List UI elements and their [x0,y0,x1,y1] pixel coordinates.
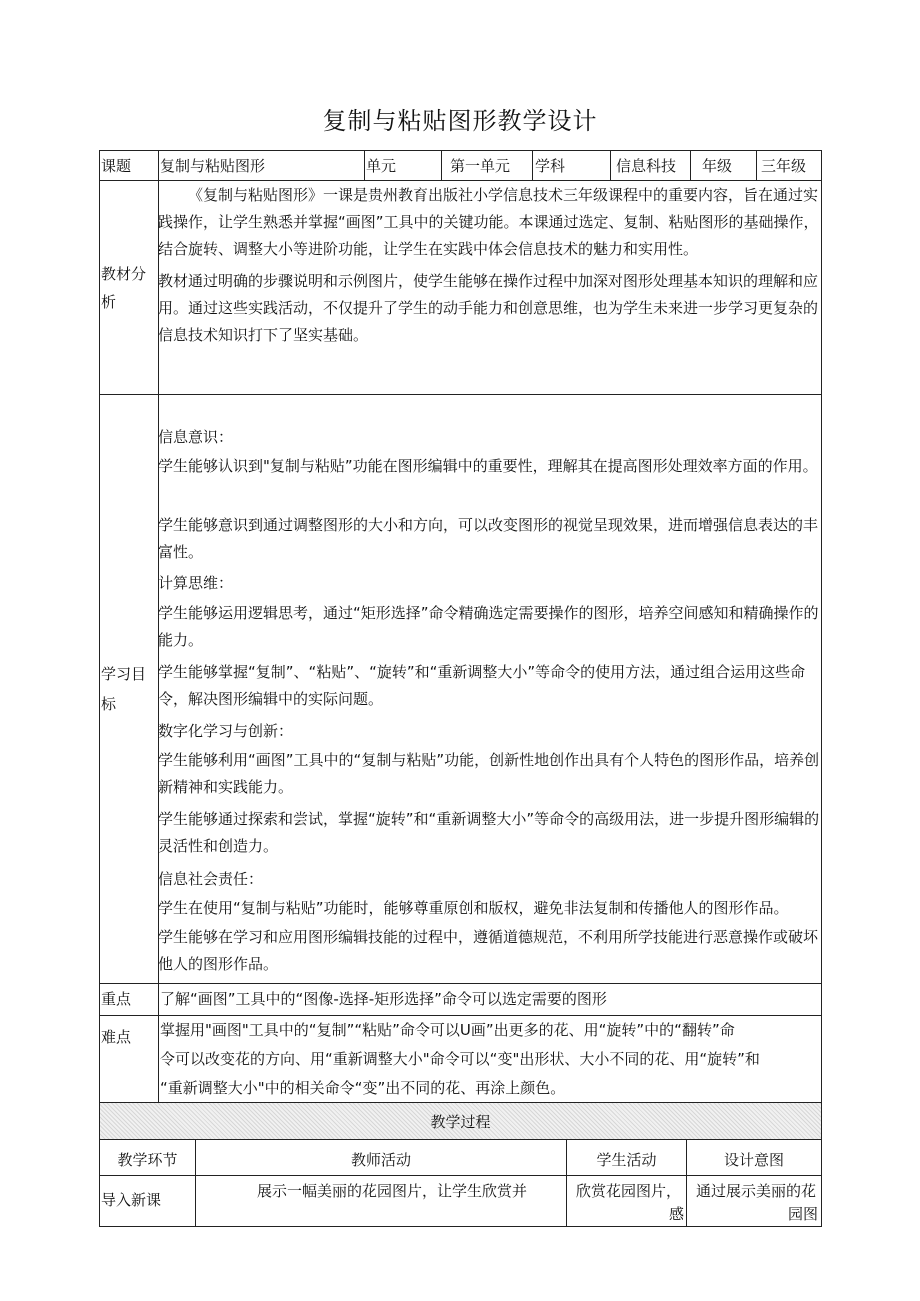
keypoint-label: 重点 [101,990,132,1008]
difficulty-line: 掌握用"画图"工具中的“复制”“粘贴”命令可以U画”出更多的花、用“旋转”中的“翻转”命 [160,1021,735,1039]
difficulty-line: 令可以改变花的方向、用“重新调整大小"命令可以“变"出形状、大小不同的花、用“旋转”和 [160,1050,760,1068]
document-title: 复制与粘贴图形教学设计 [322,107,598,135]
objectives-paragraph: 学生能够利用“画图”工具中的“复制与粘贴”功能，创新性地创作出具有个人特色的图形作品，培养创新精神和实践能力。 [158,751,820,796]
objectives-paragraph: 学生能够在学习和应用图形编辑技能的过程中，遵循道德规范，不利用所学技能进行恶意操作或破坏他人的图形作品。 [158,928,819,973]
col-intent-title: 设计意图 [723,1151,784,1169]
row1-student-line2: 感 [669,1205,685,1223]
objectives-heading-computational-thinking: 计算思维： [158,574,234,592]
keypoint-text: 了解“画图”工具中的“图像-选择-矩形选择”命令可以选定需要的图形 [160,990,607,1008]
row1-student-line1: 欣赏花园图片， [576,1182,682,1200]
row1-teacher: 展示一幅美丽的花园图片，让学生欣赏并 [257,1182,528,1200]
grade-value: 三年级 [761,157,807,175]
row1-intent-line1: 通过展示美丽的花 [696,1182,817,1200]
grade-label: 年级 [702,157,733,175]
topic-label: 课题 [101,157,132,175]
material-label-line2: 析 [101,293,117,311]
objectives-label-line1: 学习目 [101,665,147,683]
unit-value: 第一单元 [450,157,511,175]
cell-material-label [99,180,159,395]
objectives-paragraph: 学生在使用“复制与粘贴”功能时，能够尊重原创和版权，避免非法复制和传播他人的图形作品。 [158,899,789,917]
objectives-paragraph: 学生能够通过探索和尝试，掌握“旋转”和“重新调整大小”等命令的高级用法，进一步提升图形编辑的灵活性和创造力。 [158,810,820,855]
objectives-heading-social-responsibility: 信息社会责任： [158,870,264,888]
topic-value: 复制与粘贴图形 [160,157,266,175]
difficulty-line: “重新调整大小"中的相关命令“变”出不同的花、再涂上颜色。 [160,1079,566,1097]
material-paragraph-2: 教材通过明确的步骤说明和示例图片，使学生能够在操作过程中加深对图形处理基本知识的理解和应用。通过这些实践活动，不仅提升了学生的动手能力和创意思维，也为学生未来进一步学习更复杂的信息技术知识打下了坚实基础。 [158,272,819,344]
process-heading: 教学过程 [430,1113,491,1131]
unit-label: 单元 [366,157,397,175]
row1-intent-line2: 园图 [788,1205,819,1223]
objectives-heading-info-awareness: 信息意识： [158,428,234,446]
col-teacher-title: 教师活动 [350,1151,411,1169]
difficulty-label: 难点 [101,1028,132,1046]
material-label-line1: 教材分 [101,265,147,283]
material-paragraph-1: 《复制与粘贴图形》一课是贵州教育出版社小学信息技术三年级课程中的重要内容，旨在通过实践操作，让学生熟悉并掌握“画图”工具中的关键功能。本课通过选定、复制、粘贴图形的基础操作，结合旋转、调整大小等进阶功能，让学生在实践中体会信息技术的魅力和实用性。 [158,186,819,258]
col-student-title: 学生活动 [596,1151,657,1169]
row1-stage: 导入新课 [101,1191,162,1209]
cell-objectives-label [99,394,159,984]
col-stage-title: 教学环节 [117,1151,178,1169]
subject-value: 信息科技 [616,157,677,175]
objectives-label-line2: 标 [101,695,117,713]
subject-label: 学科 [535,157,566,175]
objectives-heading-digital-learning: 数字化学习与创新： [158,722,294,740]
objectives-paragraph: 学生能够意识到通过调整图形的大小和方向，可以改变图形的视觉呈现效果，进而增强信息表达的丰富性。 [158,516,819,561]
objectives-paragraph: 学生能够认识到"复制与粘贴”功能在图形编辑中的重要性，理解其在提高图形处理效率方面的作用。 [158,457,818,475]
objectives-paragraph: 学生能够运用逻辑思考，通过“矩形选择”命令精确选定需要操作的图形，培养空间感知和精确操作的能力。 [158,604,819,649]
objectives-paragraph: 学生能够掌握“复制”、“粘贴”、“旋转”和“重新调整大小”等命令的使用方法，通过组合运用这些命令，解决图形编辑中的实际问题。 [158,663,806,708]
